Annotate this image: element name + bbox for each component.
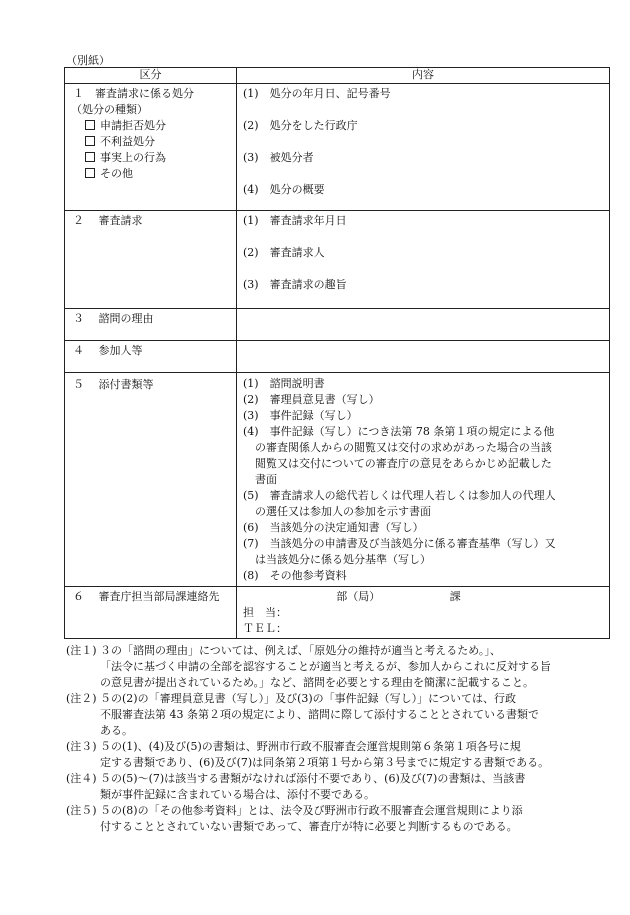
attachment-line: (2) 審理員意見書（写し） <box>243 393 380 406</box>
row2-item-1: (1) 審査請求年月日 <box>243 214 347 227</box>
notes-section <box>66 643 618 835</box>
row6-title: ６ 審査庁担当部局課連絡先 <box>73 590 220 603</box>
note-line: ３の「諮問の理由」については、例えば、「原処分の維持が適当と考えるため。」、 <box>100 644 501 657</box>
attachment-line: の審査関係人からの閲覧又は交付の求めがあった場合の当該 <box>255 441 552 454</box>
note-line: の意見書が提出されているため。」など、諮問を必要とする理由を簡潔に記載すること。 <box>100 676 535 689</box>
inquiry-form-table <box>64 67 610 639</box>
attachment-label: （別紙） <box>66 54 110 67</box>
row-disposition <box>65 84 610 211</box>
row-contact <box>65 587 610 639</box>
note-line: 類が事件記録に含まれている場合は、添付不要である。 <box>100 788 375 801</box>
row1-item-2: (2) 処分をした行政庁 <box>243 119 358 132</box>
attachment-line: 閲覧又は交付についての審査庁の意見をあらかじめ記載した <box>255 457 552 470</box>
contact-person: 担 当： <box>243 606 287 619</box>
note-line: ある。 <box>100 724 133 737</box>
row2-title: ２ 審査請求 <box>73 214 143 227</box>
row1-item-3: (3) 被処分者 <box>243 151 314 164</box>
row5-title: ５ 添付書類等 <box>73 378 154 391</box>
note-label: (注１) <box>66 644 97 657</box>
attachment-line: (7) 当該処分の申請書及び当該処分に係る審査基準（写し）又 <box>243 537 556 550</box>
row-participants <box>65 341 610 373</box>
row-reason <box>65 309 610 341</box>
note-line: ５の(5)～(7)は該当する書類がなければ添付不要であり、(6)及び(7)の書類は、当該書 <box>100 772 526 785</box>
row3-content[interactable] <box>237 309 610 341</box>
option-adverse-disposition: 不利益処分 <box>71 134 230 150</box>
header-content: 内容 <box>237 68 610 84</box>
note-label: (注３) <box>66 740 97 753</box>
note-2 <box>66 691 618 739</box>
note-label: (注５) <box>66 804 97 817</box>
note-label: (注２) <box>66 692 97 705</box>
dept-label: 部（局） <box>336 590 381 603</box>
attachment-line: (6) 当該処分の決定通知書（写し） <box>243 521 424 534</box>
row4-title: ４ 参加人等 <box>73 344 143 357</box>
note-label: (注４) <box>66 772 97 785</box>
checkbox-icon[interactable] <box>85 152 95 162</box>
section-label: 課 <box>449 590 461 603</box>
attachment-line: (3) 事件記録（写し） <box>243 409 358 422</box>
row2-item-3: (3) 審査請求の趣旨 <box>243 278 347 291</box>
attachment-line: の選任又は参加人の参加を示す書面 <box>255 505 431 518</box>
checkbox-icon[interactable] <box>85 120 95 130</box>
note-line: 定する書類であり、(6)及び(7)は同条第２項第１号から第３号までに規定する書類である。 <box>100 756 550 769</box>
option-application-denial: 申請拒否処分 <box>71 118 230 134</box>
checkbox-icon[interactable] <box>85 136 95 146</box>
row1-item-4: (4) 処分の概要 <box>243 183 325 196</box>
row1-title: １ 審査請求に係る処分 <box>73 87 194 100</box>
row1-item-1: (1) 処分の年月日、記号番号 <box>243 87 391 100</box>
row-attachments <box>65 373 610 587</box>
option-factual-act: 事実上の行為 <box>71 150 230 166</box>
attachment-line: (8) その他参考資料 <box>243 569 347 582</box>
note-line: 付することとされていない書類であって、審査庁が特に必要と判断するものである。 <box>100 820 518 833</box>
note-line: ５の(2)の「審理員意見書（写し）」及び(3)の「事件記録（写し）」については、行政 <box>100 692 516 705</box>
row4-content[interactable] <box>237 341 610 373</box>
attachment-line: 書面 <box>255 473 277 486</box>
attachment-line: は当該処分に係る処分基準（写し） <box>255 553 431 566</box>
note-5 <box>66 803 618 835</box>
header-category: 区分 <box>65 68 237 84</box>
checkbox-icon[interactable] <box>85 168 95 178</box>
note-3 <box>66 739 618 771</box>
row1-subtitle: （処分の種類） <box>71 103 148 116</box>
row-request <box>65 211 610 309</box>
note-line: 「法令に基づく申請の全部を認容することが適当と考えるが、参加人からこれに反対する旨 <box>100 660 551 673</box>
note-line: 不服審査法第 43 条第２項の規定により、諮問に際して添付することとされている書類で <box>100 708 539 721</box>
note-1 <box>66 643 618 691</box>
option-other: その他 <box>71 166 230 182</box>
note-line: ５の(1)、(4)及び(5)の書類は、野洲市行政不服審査会運営規則第６条第１項各号に規 <box>100 740 521 753</box>
contact-tel: ＴＥＬ： <box>243 622 287 635</box>
note-4 <box>66 771 618 803</box>
row3-title: ３ 諮問の理由 <box>73 312 154 325</box>
row2-item-2: (2) 審査請求人 <box>243 246 325 259</box>
dept-section-line <box>243 589 603 605</box>
attachment-line: (5) 審査請求人の総代若しくは代理人若しくは参加人の代理人 <box>243 489 556 502</box>
attachment-line: (1) 諮問説明書 <box>243 377 325 390</box>
attachment-line: (4) 事件記録（写し）につき法第 78 条第１項の規定による他 <box>243 425 555 438</box>
note-line: ５の(8)の「その他参考資料」とは、法令及び野洲市行政不服審査会運営規則により添 <box>100 804 523 817</box>
